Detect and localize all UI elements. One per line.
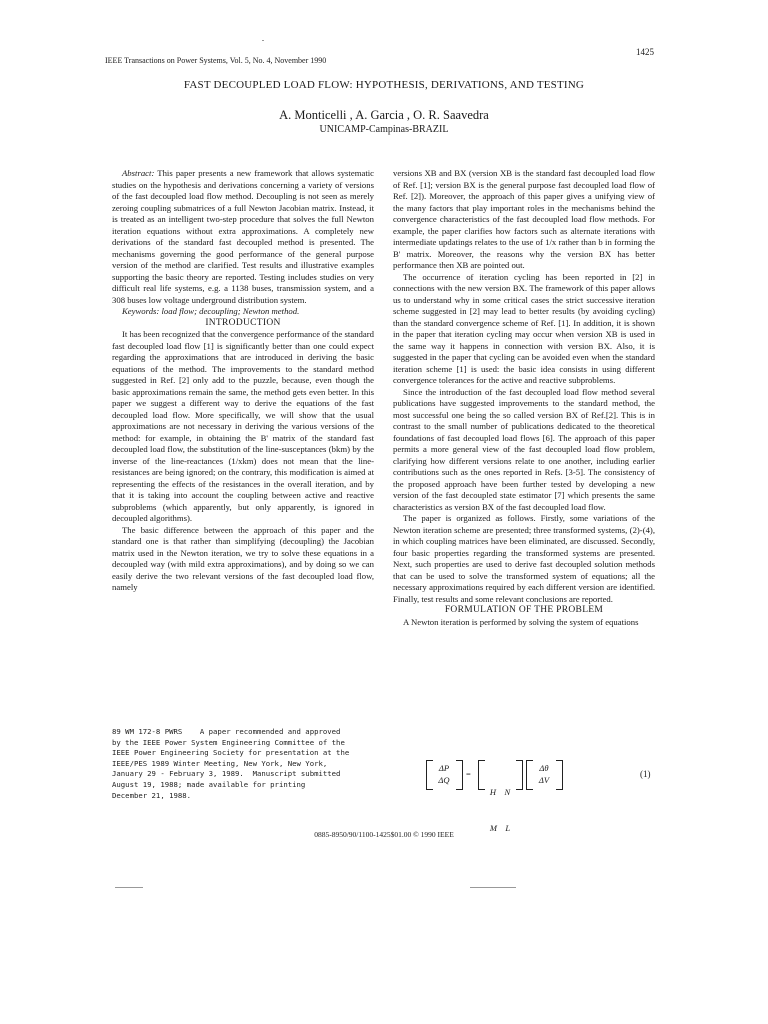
jacobian-top: H N <box>489 787 511 797</box>
lhs-vector <box>432 762 456 786</box>
right-column <box>393 168 655 628</box>
formulation-heading: FORMULATION OF THE PROBLEM <box>444 605 604 615</box>
right-bracket <box>516 760 523 790</box>
body-paragraph-2: The occurrence of iteration cycling has been reported in [2] in connections with the new version BX. The framework of this paper allows us to understand why in some critical cases the strict successive iteration scheme suggested in [2] may lead to better results (by avoiding cycling) than the standard convergence scheme of Ref. [1]. In addition, it is shown in the paper that iteration cycling may occur when version XB is used in the same way it happens in connection with version BX. Also, it is suggested in the paper that cycling can be avoided even when the standard iteration scheme [1] is used: the basic idea consists in using different convergence tolerances for the active and reactive subproblems. <box>393 271 655 385</box>
submission-footnote: 89 WM 172-8 PWRS A paper recommended and approved by the IEEE Power System Engineering Committee of the IEEE Power Engineering Society for presentation at the IEEE/PES 1989 Winter Meeting, New York, New York, January 29 - February 3, 1989. Manuscript submitted August 19, 1988; made available for printing December 21, 1988. <box>112 727 350 800</box>
keywords-text: load flow; decoupling; Newton method. <box>161 306 300 316</box>
abstract-label: Abstract: <box>122 168 155 178</box>
abstract-text: This paper presents a new framework that allows systematic studies on the hypothesis and derivations concerning a variety of versions of the fast decoupled load flow method. Decoupling is not seen as merely zeroing coupling submatrices of a full Newton Jacobian matrix. Instead, it is treated as an intelligent two-step procedure that solves the full Newton iteration equations without extra approximations. A completely new derivations of the standard fast decoupled method is presented. The mechanisms governing the good performance of the general purpose version of the method are clarified. Test results and illustrative examples supporting the basic theory are reported. Testing includes studies on very difficult real life systems, e.g. a 1138 buses, transmission system, and a 308 buses low voltage underground distribution system. <box>112 168 374 305</box>
authors: A. Monticelli , A. Garcia , O. R. Saavedra <box>279 108 489 122</box>
jacobian-bottom: M L <box>489 823 511 833</box>
body-paragraph-5: A Newton iteration is performed by solving the system of equations <box>403 616 639 627</box>
right-bracket <box>556 760 563 790</box>
left-column <box>112 168 374 594</box>
rhs-top: Δθ <box>539 763 549 773</box>
intro-paragraph-2: The basic difference between the approach of this paper and the standard one is that rather than simplifying (decoupling) the Jacobian matrix used in the Newton iteration, we try to solve these equations in a decoupled way (with mild extra approximations), and by doing so we can easily derive the two relevant versions of the fast decoupled load flow, namely <box>112 524 374 592</box>
jacobian-matrix <box>484 762 516 858</box>
right-bracket <box>456 760 463 790</box>
affiliation: UNICAMP-Campinas-BRAZIL <box>319 124 449 135</box>
abstract-paragraph <box>112 168 374 306</box>
equation-number: (1) <box>640 769 651 779</box>
introduction-heading: INTRODUCTION <box>205 317 281 328</box>
scan-artifact <box>262 40 264 41</box>
scan-artifact <box>115 887 143 888</box>
scan-artifact <box>470 887 516 888</box>
lhs-top: ΔP <box>438 763 450 773</box>
keywords-label: Keywords: <box>122 306 160 316</box>
lhs-bottom: ΔQ <box>438 775 450 785</box>
body-paragraph-1: versions XB and BX (version XB is the standard fast decoupled load flow of Ref. [1]; version BX is the general purpose fast decoupled load flow of Ref. [2]). Moreover, the approach of this paper gives a unifying view of the many factors that play important roles in the mechanisms behind the convergence characteristics of the fast decoupled load flow methods. For example, the paper clarifies how factors such as alternate iterations with intermediate updatings relates to the use of 1/x rather than b in forming the B' matrix. Moreover, the reasons why the version BX has better performance then XB are pointed out. <box>393 168 655 270</box>
paper-title: FAST DECOUPLED LOAD FLOW: HYPOTHESIS, DERIVATIONS, AND TESTING <box>183 79 585 91</box>
intro-paragraph-1: It has been recognized that the convergence performance of the standard fast decoupled load flow [1] is significantly better than one could expect regarding the approximations that are introduced in deriving the basic equations of the method. The improvements to the standard method suggested in Ref. [2] only add to the puzzle, because, even though the basic approximations remain the same, the method gets even better. In this paper we suggest a different way to derive the equations of the fast decoupled load flow. More specifically, we will show that the usual approximations are not necessary in deriving the various versions of the method: for example, in obtaining the B' matrix of the standard fast decoupled load flow, the substitution of the line-susceptances (bkm) by the inverse of the line-reactances (1/xkm) does not mean that the line-resistances are being ignored; on the contrary, this modification is aimed at representing the effects of the resistances in the overall iteration, and by that it is taking into account the coupling between active and reactive subproblems (which apparently, but only apparently, is ignored in decoupled algorithms). <box>112 329 374 523</box>
rhs-vector <box>532 762 556 786</box>
body-paragraph-3: Since the introduction of the fast decoupled load flow method several publications have suggested improvements to the standard method, the most successful one being the so called version BX of Ref.[2]. This is in contrast to the small number of publications dedicated to the theoretical foundations of fast decoupled load flows [6]. The approach of this paper permits a more general view of the fast decoupled load flow problem, clarifying how different versions relate to one another, including earlier contributions such as the ones reported in Refs. [3-5]. The consistency of the proposed approach have been further tested by developing a new version of the fast decoupled state estimator [7] which presents the same characteristics as version BX of the fast decoupled load flow. <box>393 386 655 512</box>
copyright-line: 0885-8950/90/1100-1425$01.00 © 1990 IEEE <box>314 830 454 839</box>
equation-1 <box>420 760 690 833</box>
body-paragraph-4: The paper is organized as follows. Firstly, some variations of the Newton iteration scheme are presented; three transformed systems, (2)-(4), in which coupling matrices have been eliminated, are discussed. Secondly, four basic properties regarding the transformed systems are presented. Next, such properties are used to derive fast decoupled solution methods that can be used to solve the transformed system of equations; all the necessary approximations required by each different version are identified. Finally, test results and some relevant conclusions are reported. <box>393 513 655 604</box>
equals-sign: = <box>466 769 471 779</box>
page-number: 1425 <box>636 47 654 57</box>
keywords-paragraph <box>112 306 374 318</box>
journal-citation: IEEE Transactions on Power Systems, Vol. 5, No. 4, November 1990 <box>105 56 327 65</box>
rhs-bottom: ΔV <box>538 775 550 785</box>
